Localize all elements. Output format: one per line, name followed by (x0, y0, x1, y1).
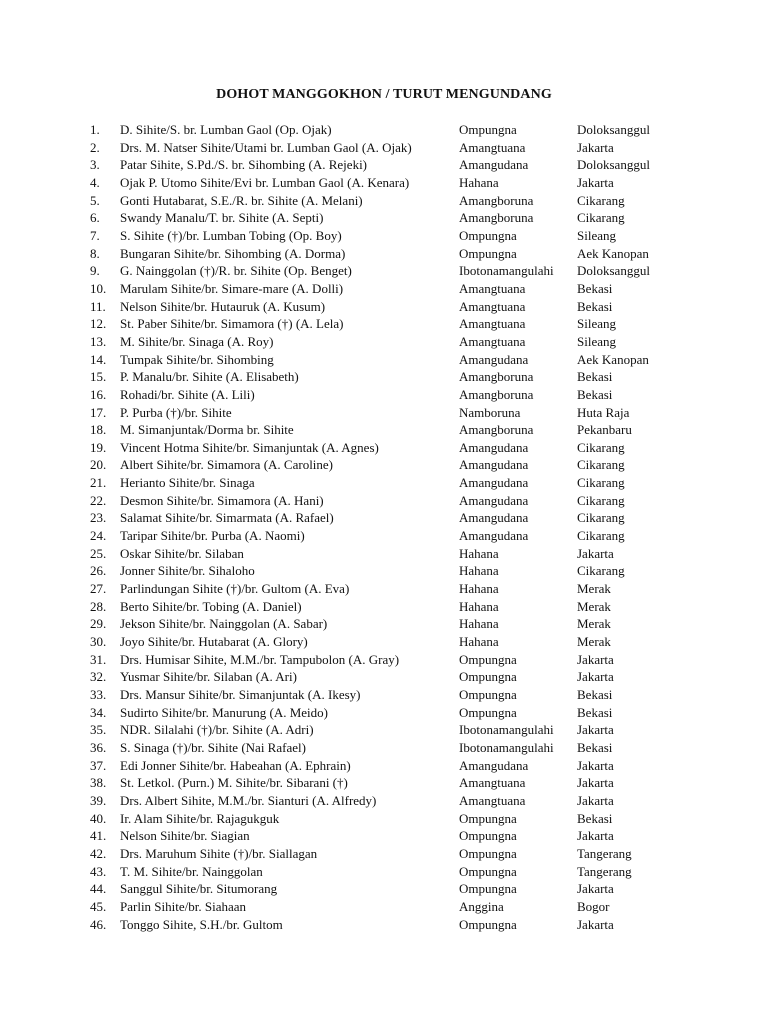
invitee-name: Ojak P. Utomo Sihite/Evi br. Lumban Gaol (A. Kenara) (120, 174, 410, 190)
item-number: 34. (90, 704, 107, 720)
list-item (0, 739, 768, 757)
list-item (0, 721, 768, 739)
place-label: Jakarta (577, 757, 614, 773)
item-number: 36. (90, 739, 107, 755)
place-label: Doloksanggul (577, 263, 650, 279)
item-number: 22. (90, 492, 107, 508)
relation-label: Amangudana (459, 457, 529, 473)
relation-label: Amangudana (459, 757, 529, 773)
document-title: DOHOT MANGGOKHON / TURUT MENGUNDANG (216, 87, 552, 102)
item-number: 21. (90, 475, 107, 491)
place-label: Bekasi (577, 687, 613, 702)
invitee-name: Sudirto Sihite/br. Manurung (A. Meido) (120, 704, 328, 720)
relation-label: Ompungna (459, 916, 517, 932)
invitee-name: Jonner Sihite/br. Sihaloho (120, 563, 255, 579)
list-item (0, 386, 768, 404)
place-label: Jakarta (577, 669, 614, 685)
place-label: Aek Kanopan (577, 351, 649, 367)
item-number: 42. (90, 845, 107, 861)
list-item (0, 192, 768, 210)
relation-label: Anggina (459, 898, 504, 914)
invitee-name: Berto Sihite/br. Tobing (A. Daniel) (120, 598, 302, 614)
list-item (0, 439, 768, 457)
item-number: 8. (90, 245, 100, 261)
list-item (0, 421, 768, 439)
list-item (0, 863, 768, 881)
relation-label: Amangudana (459, 475, 529, 491)
list-item (0, 298, 768, 316)
place-label: Cikarang (577, 492, 625, 508)
item-number: 39. (90, 792, 107, 808)
place-label: Cikarang (577, 475, 625, 491)
invitee-name: G. Nainggolan (†)/R. br. Sihite (Op. Benget) (120, 263, 352, 279)
relation-label: Amangtuana (459, 792, 526, 808)
relation-label: Hahana (459, 174, 499, 190)
relation-label: Ompungna (459, 651, 517, 667)
place-label: Huta Raja (577, 404, 630, 420)
relation-label: Hahana (459, 598, 499, 614)
list-item (0, 174, 768, 192)
invitee-name: Parlindungan Sihite (†)/br. Gultom (A. Eva) (120, 581, 350, 597)
relation-label: Ompungna (459, 810, 517, 826)
item-number: 1. (90, 122, 100, 137)
place-label: Jakarta (577, 651, 614, 667)
relation-label: Amangboruna (459, 369, 534, 385)
place-label: Bekasi (577, 280, 613, 296)
relation-label: Ompungna (459, 845, 517, 861)
item-number: 24. (90, 528, 107, 544)
item-number: 43. (90, 863, 107, 879)
invitee-name: Drs. Humisar Sihite, M.M./br. Tampubolon (A. Gray) (120, 651, 400, 667)
invitee-name: Marulam Sihite/br. Simare-mare (A. Dolli) (120, 280, 344, 296)
invitee-name: Nelson Sihite/br. Hutauruk (A. Kusum) (120, 298, 326, 314)
item-number: 13. (90, 333, 107, 349)
relation-label: Namboruna (459, 404, 521, 420)
place-label: Tangerang (577, 845, 632, 861)
place-label: Cikarang (577, 528, 625, 544)
item-number: 9. (90, 263, 100, 279)
invitee-name: S. Sinaga (†)/br. Sihite (Nai Rafael) (120, 739, 306, 755)
list-item (0, 333, 768, 351)
item-number: 12. (90, 316, 107, 332)
item-number: 28. (90, 598, 107, 614)
place-label: Bekasi (577, 810, 613, 826)
invitee-name: Salamat Sihite/br. Simarmata (A. Rafael) (120, 510, 334, 526)
invitee-name: St. Letkol. (Purn.) M. Sihite/br. Sibarani (†) (120, 775, 348, 791)
relation-label: Amangtuana (459, 280, 526, 296)
place-label: Pekanbaru (577, 422, 632, 438)
place-label: Bekasi (577, 739, 613, 755)
place-label: Merak (577, 616, 611, 632)
item-number: 26. (90, 563, 107, 579)
place-label: Aek Kanopan (577, 245, 649, 261)
invitee-name: Tonggo Sihite, S.H./br. Gultom (120, 916, 283, 932)
place-label: Sileang (577, 333, 616, 349)
list-item (0, 245, 768, 263)
relation-label: Ompungna (459, 704, 517, 720)
list-item (0, 686, 768, 704)
list-item (0, 404, 768, 422)
item-number: 33. (90, 687, 107, 702)
relation-label: Amangboruna (459, 192, 534, 208)
item-number: 15. (90, 369, 107, 385)
item-number: 7. (90, 227, 100, 243)
invitee-name: Yusmar Sihite/br. Silaban (A. Ari) (120, 669, 297, 685)
invitee-name: M. Simanjuntak/Dorma br. Sihite (120, 422, 294, 438)
list-item (0, 527, 768, 545)
list-item (0, 209, 768, 227)
relation-label: Amangboruna (459, 422, 534, 438)
list-item (0, 792, 768, 810)
invitee-name: Nelson Sihite/br. Siagian (120, 828, 250, 844)
item-number: 5. (90, 192, 100, 208)
list-item (0, 139, 768, 157)
invitee-name: Desmon Sihite/br. Simamora (A. Hani) (120, 492, 324, 508)
item-number: 20. (90, 457, 107, 473)
relation-label: Amangudana (459, 157, 529, 173)
invitee-name: Tumpak Sihite/br. Sihombing (120, 351, 274, 367)
list-item (0, 810, 768, 828)
invitee-name: Oskar Sihite/br. Silaban (120, 545, 244, 561)
relation-label: Hahana (459, 563, 499, 579)
place-label: Merak (577, 581, 611, 597)
item-number: 10. (90, 280, 107, 296)
list-item (0, 351, 768, 369)
list-item (0, 774, 768, 792)
invitee-name: Jekson Sihite/br. Nainggolan (A. Sabar) (120, 616, 328, 632)
item-number: 4. (90, 174, 100, 190)
item-number: 16. (90, 386, 107, 402)
invitee-name: Swandy Manalu/T. br. Sihite (A. Septi) (120, 210, 324, 226)
place-label: Jakarta (577, 722, 614, 738)
item-number: 37. (90, 757, 107, 773)
relation-label: Hahana (459, 634, 499, 650)
place-label: Bekasi (577, 298, 613, 314)
relation-label: Amangtuana (459, 139, 526, 155)
invitee-name: St. Paber Sihite/br. Simamora (†) (A. Lela) (120, 316, 344, 332)
item-number: 44. (90, 881, 107, 897)
invitee-name: Drs. Albert Sihite, M.M./br. Sianturi (A. Alfredy) (120, 792, 377, 808)
place-label: Doloksanggul (577, 157, 650, 173)
relation-label: Hahana (459, 545, 499, 561)
place-label: Jakarta (577, 545, 614, 561)
item-number: 45. (90, 898, 107, 914)
invitee-name: Parlin Sihite/br. Siahaan (120, 898, 247, 914)
relation-label: Amangudana (459, 351, 529, 367)
item-number: 25. (90, 545, 107, 561)
invitee-name: Drs. M. Natser Sihite/Utami br. Lumban Gaol (A. Ojak) (120, 139, 412, 155)
place-label: Bekasi (577, 386, 613, 402)
invitee-name: D. Sihite/S. br. Lumban Gaol (Op. Ojak) (120, 122, 332, 137)
item-number: 27. (90, 581, 107, 597)
place-label: Cikarang (577, 192, 625, 208)
relation-label: Ibotonamangulahi (459, 722, 554, 738)
list-item (0, 898, 768, 916)
item-number: 2. (90, 139, 100, 155)
list-item (0, 704, 768, 722)
place-label: Jakarta (577, 775, 614, 791)
relation-label: Ompungna (459, 881, 517, 897)
list-item (0, 121, 768, 139)
invitee-name: M. Sihite/br. Sinaga (A. Roy) (120, 333, 274, 349)
item-number: 41. (90, 828, 107, 844)
place-label: Jakarta (577, 828, 614, 844)
list-item (0, 845, 768, 863)
relation-label: Amangtuana (459, 775, 526, 791)
place-label: Bekasi (577, 369, 613, 385)
list-item (0, 916, 768, 934)
item-number: 19. (90, 439, 107, 455)
list-item (0, 474, 768, 492)
place-label: Merak (577, 598, 611, 614)
relation-label: Ompungna (459, 245, 517, 261)
invitee-name: Ir. Alam Sihite/br. Rajagukguk (120, 810, 280, 826)
item-number: 17. (90, 404, 107, 420)
item-number: 31. (90, 651, 107, 667)
place-label: Bekasi (577, 704, 613, 720)
invitee-name: Edi Jonner Sihite/br. Habeahan (A. Ephrain) (120, 757, 351, 773)
place-label: Jakarta (577, 881, 614, 897)
relation-label: Ompungna (459, 669, 517, 685)
item-number: 18. (90, 422, 107, 438)
invitee-name: Patar Sihite, S.Pd./S. br. Sihombing (A. Rejeki) (120, 157, 368, 173)
item-number: 46. (90, 916, 107, 932)
list-item (0, 262, 768, 280)
item-number: 3. (90, 157, 100, 173)
place-label: Merak (577, 634, 611, 650)
invitee-name: Bungaran Sihite/br. Sihombing (A. Dorma) (120, 245, 346, 261)
list-item (0, 562, 768, 580)
item-number: 35. (90, 722, 107, 738)
invitee-list (0, 121, 768, 933)
invitee-name: P. Manalu/br. Sihite (A. Elisabeth) (120, 369, 299, 385)
relation-label: Ompungna (459, 227, 517, 243)
place-label: Cikarang (577, 510, 625, 526)
place-label: Sileang (577, 227, 616, 243)
place-label: Sileang (577, 316, 616, 332)
invitee-name: Gonti Hutabarat, S.E./R. br. Sihite (A. Melani) (120, 192, 363, 208)
invitee-name: Drs. Maruhum Sihite (†)/br. Siallagan (120, 845, 318, 861)
list-item (0, 598, 768, 616)
invitee-name: P. Purba (†)/br. Sihite (120, 404, 232, 420)
relation-label: Ompungna (459, 828, 517, 844)
invitee-name: T. M. Sihite/br. Nainggolan (120, 863, 263, 879)
list-item (0, 827, 768, 845)
item-number: 32. (90, 669, 107, 685)
invitee-name: Vincent Hotma Sihite/br. Simanjuntak (A. Agnes) (120, 439, 379, 455)
item-number: 14. (90, 351, 107, 367)
invitee-name: Drs. Mansur Sihite/br. Simanjuntak (A. Ikesy) (120, 687, 361, 702)
item-number: 23. (90, 510, 107, 526)
relation-label: Amangtuana (459, 298, 526, 314)
invitee-name: Joyo Sihite/br. Hutabarat (A. Glory) (120, 634, 308, 650)
list-item (0, 156, 768, 174)
invitee-name: Rohadi/br. Sihite (A. Lili) (120, 386, 255, 402)
list-item (0, 757, 768, 775)
list-item (0, 651, 768, 669)
list-item (0, 633, 768, 651)
list-item (0, 280, 768, 298)
list-item (0, 456, 768, 474)
item-number: 38. (90, 775, 107, 791)
relation-label: Ibotonamangulahi (459, 263, 554, 279)
invitee-name: Taripar Sihite/br. Purba (A. Naomi) (120, 528, 305, 544)
place-label: Jakarta (577, 174, 614, 190)
item-number: 6. (90, 210, 100, 226)
place-label: Cikarang (577, 439, 625, 455)
place-label: Doloksanggul (577, 122, 650, 137)
relation-label: Amangboruna (459, 386, 534, 402)
place-label: Cikarang (577, 210, 625, 226)
place-label: Jakarta (577, 792, 614, 808)
list-item (0, 227, 768, 245)
relation-label: Amangudana (459, 492, 529, 508)
relation-label: Hahana (459, 581, 499, 597)
invitee-name: Herianto Sihite/br. Sinaga (120, 475, 255, 491)
item-number: 40. (90, 810, 107, 826)
place-label: Tangerang (577, 863, 632, 879)
relation-label: Amangboruna (459, 210, 534, 226)
place-label: Jakarta (577, 139, 614, 155)
relation-label: Amangtuana (459, 333, 526, 349)
list-item (0, 615, 768, 633)
list-item (0, 668, 768, 686)
invitee-name: Albert Sihite/br. Simamora (A. Caroline) (120, 457, 334, 473)
invitee-name: Sanggul Sihite/br. Situmorang (120, 881, 278, 897)
relation-label: Ompungna (459, 687, 517, 702)
relation-label: Ompungna (459, 122, 517, 137)
invitee-name: S. Sihite (†)/br. Lumban Tobing (Op. Boy) (120, 227, 342, 243)
list-item (0, 509, 768, 527)
list-item (0, 492, 768, 510)
list-item (0, 580, 768, 598)
relation-label: Ompungna (459, 863, 517, 879)
place-label: Cikarang (577, 457, 625, 473)
list-item (0, 880, 768, 898)
relation-label: Amangudana (459, 528, 529, 544)
relation-label: Ibotonamangulahi (459, 739, 554, 755)
place-label: Jakarta (577, 916, 614, 932)
relation-label: Amangtuana (459, 316, 526, 332)
item-number: 29. (90, 616, 107, 632)
list-item (0, 315, 768, 333)
item-number: 30. (90, 634, 107, 650)
relation-label: Amangudana (459, 510, 529, 526)
item-number: 11. (90, 298, 106, 314)
relation-label: Hahana (459, 616, 499, 632)
invitee-name: NDR. Silalahi (†)/br. Sihite (A. Adri) (120, 722, 314, 738)
list-item (0, 545, 768, 563)
relation-label: Amangudana (459, 439, 529, 455)
list-item (0, 368, 768, 386)
place-label: Bogor (577, 898, 610, 914)
place-label: Cikarang (577, 563, 625, 579)
